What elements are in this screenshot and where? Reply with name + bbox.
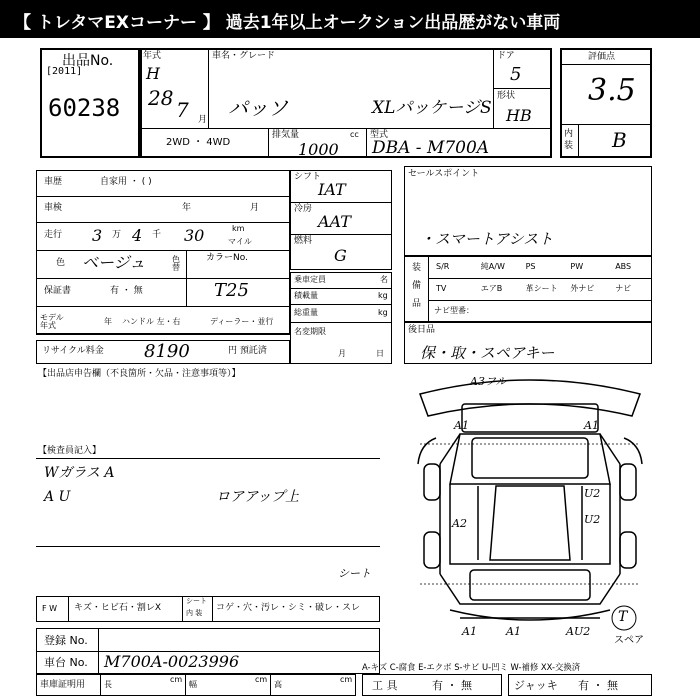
year-value: 28	[148, 86, 174, 110]
equipment-item-r1-2: PS	[525, 262, 536, 271]
defects-label: 【出品店申告欄（不良箇所・欠品・注意事項等）】	[38, 369, 241, 379]
fw-label: F W	[42, 604, 58, 613]
warranty-options: 有 ・ 無	[110, 286, 143, 296]
inspection-label: 車検	[44, 203, 63, 213]
inspector-line-3: ロアアップ上	[216, 489, 300, 505]
equipment-label-2: 備	[412, 281, 422, 291]
shift-label: シフト	[294, 172, 322, 182]
equipment-item-r2-1: エアB	[480, 284, 503, 293]
cert-width-unit: cm	[255, 675, 268, 684]
mileage-man: 3	[92, 226, 103, 245]
rating-label: 評価点	[588, 52, 616, 62]
interior-defect-note: シート	[338, 567, 371, 580]
vehicle-grade: XLパッケージS	[372, 98, 492, 118]
history-box	[36, 170, 290, 334]
equipment-item-r2-2: 革シート	[525, 284, 558, 293]
cert-length-unit: cm	[170, 675, 183, 684]
doors-label: ドア	[497, 51, 515, 61]
year-label: 年式	[143, 51, 162, 61]
inspection-month: 月	[250, 203, 260, 213]
color-code-label: カラーNo.	[206, 253, 248, 263]
fuel-label: 燃料	[294, 236, 313, 246]
diagram-mark-8: A1	[506, 625, 521, 638]
jack-label: ジャッキ	[514, 679, 558, 692]
tools-label: 工 具	[372, 679, 398, 692]
diagram-mark-6: U2	[584, 513, 601, 526]
drive-options: 2WD ・ 4WD	[166, 137, 231, 148]
change-day: 日	[376, 349, 384, 358]
recycle-value: 8190	[144, 341, 190, 362]
lot-label: 出品No.	[62, 53, 114, 69]
diagram-mark-3: A1	[584, 419, 599, 432]
diagram-mark-5: U2	[584, 487, 601, 500]
passengers-unit: 名	[380, 275, 388, 284]
header-title: 【 トレタマEXコーナー 】 過去1年以上オークション出品歴がない車両	[14, 13, 561, 33]
recycle-label: リサイクル料金	[42, 346, 104, 356]
fw-items: キズ・ヒビ石・割レX	[74, 603, 161, 613]
fuel-value: G	[334, 246, 347, 265]
seat-label-2: 内 装	[186, 609, 203, 617]
ac-value: AAT	[318, 212, 351, 231]
payload-label: 積載量	[294, 291, 318, 300]
change-label: 名変期限	[294, 327, 326, 336]
equipment-label-3: 品	[412, 299, 422, 309]
equipment-item-r1-0: S/R	[436, 262, 450, 271]
name-label: 車名・グレード	[212, 51, 276, 61]
inspector-line-2: A U	[44, 489, 71, 505]
mileage-unit-km: km	[232, 224, 245, 233]
displacement-value: 1000	[298, 140, 339, 159]
gross-label: 総重量	[294, 308, 318, 317]
year-era: H	[146, 64, 160, 83]
seat-label-1: シート	[186, 597, 207, 605]
shape-value: HB	[506, 106, 532, 125]
diagram-mark-2: A1	[454, 419, 469, 432]
dealer-label: ディーラー・並行	[210, 317, 274, 326]
equipment-item-r2-3: 外ナビ	[570, 284, 595, 293]
mileage-unit-mile: マイル	[228, 237, 252, 246]
equipment-item-r2-0: TV	[436, 284, 447, 293]
after-sale-value: 保・取・スペアキー	[420, 344, 555, 362]
model-year-unit: 年	[104, 317, 112, 326]
spare-label: スペア	[614, 635, 644, 646]
mileage-man-unit: 万	[112, 230, 122, 240]
usage-value: 自家用 ・ ( )	[100, 177, 152, 187]
ac-label: 冷房	[294, 204, 313, 214]
cert-width: 幅	[189, 680, 197, 689]
handle-label: ハンドル 左・右	[122, 317, 181, 326]
chassis-label: 車台 No.	[44, 656, 88, 669]
mileage-rest: 30	[184, 226, 205, 245]
spare-tire-mark: T	[618, 609, 628, 625]
color-label: 色	[56, 258, 66, 268]
equipment-item-r1-3: PW	[570, 262, 584, 271]
cert-height-unit: cm	[340, 675, 353, 684]
shift-value: IAT	[318, 180, 346, 199]
mileage-label: 走行	[44, 230, 63, 240]
mileage-sen: 4	[132, 226, 143, 245]
seat-items: コゲ・穴・汚レ・シミ・破レ・スレ	[216, 603, 361, 613]
equipment-item-r2-4: ナビ	[615, 284, 632, 293]
color-value: ベージュ	[82, 253, 146, 272]
displacement-label: 排気量	[272, 130, 300, 140]
rating-score: 3.5	[588, 73, 636, 108]
reg-label: 登録 No.	[44, 634, 88, 647]
after-sale-label: 後日品	[408, 325, 436, 335]
chassis-value: M700A-0023996	[104, 652, 240, 671]
interior-score: B	[612, 128, 627, 152]
payload-unit: kg	[378, 291, 388, 300]
interior-label: 内装	[564, 129, 574, 151]
defect-legend: A-キズ C-腐食 E-エクボ S-サビ U-凹ミ W-補修 XX-交換済	[362, 662, 581, 672]
displacement-unit: cc	[350, 130, 359, 139]
sales-label: セールスポイント	[408, 169, 480, 179]
jack-value: 有 ・ 無	[578, 679, 618, 692]
inspector-line-1: Wガラス A	[44, 465, 115, 481]
cert-height: 高	[274, 680, 282, 689]
gross-unit: kg	[378, 308, 388, 317]
inspection-year: 年	[182, 203, 192, 213]
lot-number: 60238	[48, 94, 121, 122]
navi-model-label: ナビ型番：	[434, 306, 474, 315]
vehicle-name: パッソ	[228, 96, 288, 120]
model-value: DBA - M700A	[372, 138, 490, 158]
tools-value: 有 ・ 無	[432, 679, 472, 692]
doors-value: 5	[510, 64, 522, 85]
page-header	[0, 0, 700, 38]
equipment-label-1: 装	[412, 263, 422, 273]
equipment-item-r1-4: ABS	[615, 262, 632, 271]
passengers-label: 乗車定員	[294, 275, 326, 284]
garage-cert-label: 車庫証明用	[40, 680, 86, 690]
diagram-mark-1: A3フル	[470, 375, 507, 388]
color-change: 色替	[172, 255, 180, 272]
diagram-mark-9: AU2	[566, 625, 591, 638]
model-year-label: モデル 年式	[40, 313, 64, 330]
usage-label: 車歴	[44, 177, 63, 187]
model-label: 型式	[370, 130, 389, 140]
mileage-sen-unit: 千	[152, 230, 162, 240]
inspector-label: 【検査員記入】	[38, 446, 102, 456]
warranty-label: 保証書	[44, 286, 72, 296]
lot-year-tag: [2011]	[46, 66, 83, 77]
change-month: 月	[338, 349, 346, 358]
color-code: T25	[214, 280, 249, 301]
equipment-item-r1-1: 純A/W	[480, 262, 505, 271]
month-unit: 月	[198, 115, 208, 125]
sales-point: ・スマートアシスト	[420, 230, 554, 248]
diagram-mark-4: A2	[452, 517, 467, 530]
month-value: 7	[176, 98, 189, 122]
shape-label: 形状	[497, 91, 516, 101]
diagram-mark-7: A1	[462, 625, 477, 638]
cert-length: 長	[104, 680, 112, 689]
recycle-unit: 円 預託済	[228, 346, 267, 356]
